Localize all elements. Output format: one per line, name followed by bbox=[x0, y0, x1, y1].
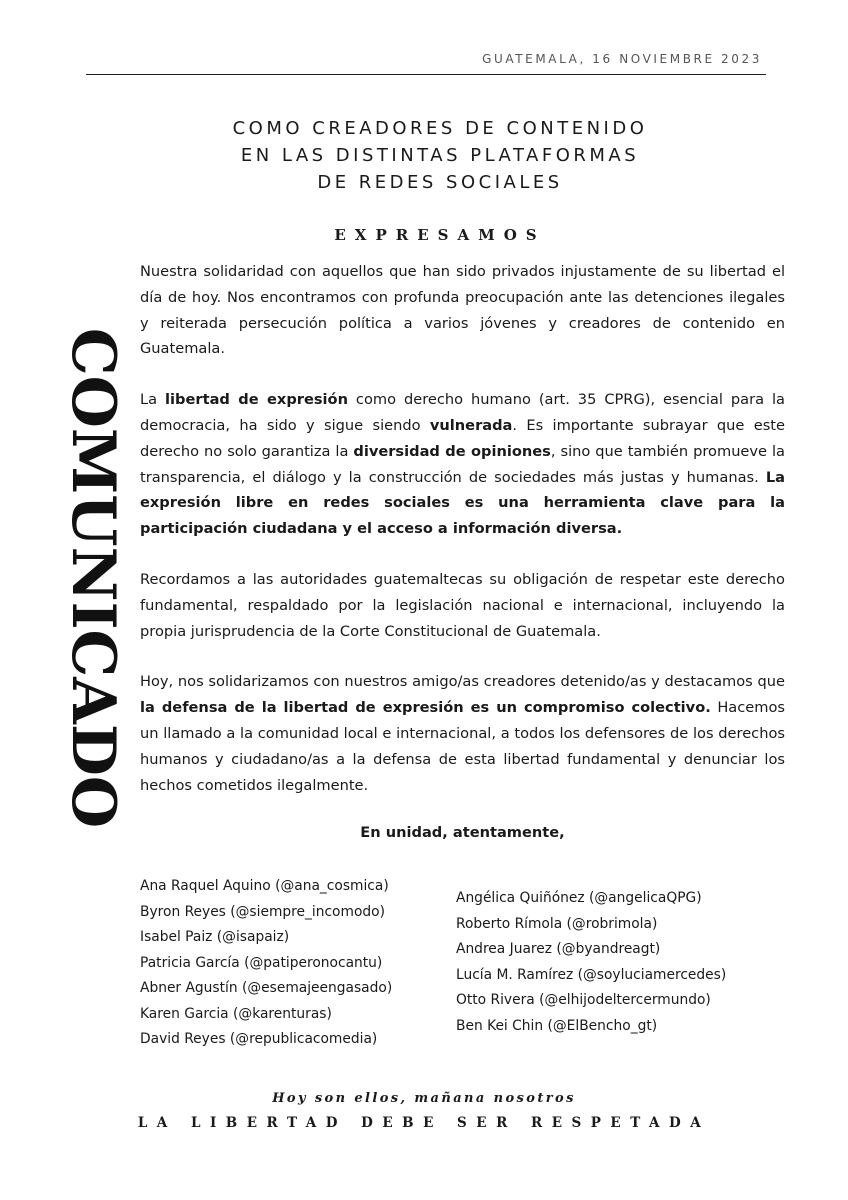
statement-body bbox=[140, 259, 785, 823]
footer-slogan: Hoy son ellos, mañana nosotros bbox=[272, 1091, 576, 1106]
section-heading: EXPRESAMOS bbox=[334, 226, 546, 244]
header-divider bbox=[86, 74, 766, 75]
emphasis-text: La expresión libre en redes sociales es una herramienta clave para la participación ciudadana y el acceso a información diversa. bbox=[140, 468, 785, 538]
signatory: Ana Raquel Aquino (@ana_cosmica) bbox=[140, 878, 389, 894]
headline bbox=[140, 115, 740, 196]
statement-paragraph bbox=[140, 259, 785, 362]
signatory: David Reyes (@republicacomedia) bbox=[140, 1031, 378, 1047]
headline-line: COMO CREADORES DE CONTENIDO bbox=[232, 118, 648, 139]
paragraph-text: Hoy, nos solidarizamos con nuestros amigo/as creadores detenido/as y destacamos que bbox=[140, 673, 785, 691]
document-date: GUATEMALA, 16 NOVIEMBRE 2023 bbox=[482, 52, 762, 66]
signatory: Ben Kei Chin (@ElBencho_gt) bbox=[456, 1017, 658, 1034]
signatory: Roberto Rímola (@robrimola) bbox=[456, 915, 658, 932]
signatory: Karen Garcia (@karenturas) bbox=[140, 1005, 332, 1022]
signatory: Abner Agustín (@esemajeengasado) bbox=[140, 980, 393, 996]
emphasis-text: diversidad de opiniones bbox=[353, 442, 551, 460]
signatory: Andrea Juarez (@byandreagt) bbox=[456, 941, 661, 957]
headline-line: EN LAS DISTINTAS PLATAFORMAS bbox=[240, 145, 640, 166]
signatories-right bbox=[456, 886, 726, 1039]
signatory: Otto Rivera (@elhijodeltercermundo) bbox=[456, 992, 711, 1008]
signatory: Patricia García (@patiperonocantu) bbox=[140, 954, 383, 971]
statement-paragraph bbox=[140, 567, 785, 644]
emphasis-text: vulnerada bbox=[429, 416, 513, 434]
paragraph-text: , sino que también promueve la transparencia, el diálogo y la construcción de sociedades más justas y humanas. bbox=[140, 442, 785, 486]
paragraph-text: como derecho humano (art. 35 CPRG), esencial para la democracia, ha sido y sigue siendo bbox=[140, 391, 785, 434]
paragraph-text: La bbox=[140, 391, 166, 409]
signatory: Angélica Quiñónez (@angelicaQPG) bbox=[456, 890, 702, 906]
signatory: Byron Reyes (@siempre_incomodo) bbox=[140, 903, 385, 920]
paragraph-text: Hacemos un llamado a la comunidad local e internacional, a todos los defensores de los derechos humanos y ciudadano/as a la defensa de esta libertad fundamental y denunciar los hechos cometidos ilegalmente. bbox=[140, 699, 785, 794]
statement-paragraph bbox=[140, 387, 785, 542]
headline-line: DE REDES SOCIALES bbox=[317, 172, 563, 193]
signatory: Lucía M. Ramírez (@soyluciamercedes) bbox=[456, 966, 727, 983]
statement-paragraph bbox=[140, 669, 785, 798]
signatories-left bbox=[140, 874, 392, 1053]
paragraph-text: . Es importante subrayar que este derecho no solo garantiza la bbox=[140, 416, 785, 460]
emphasis-text: libertad de expresión bbox=[165, 391, 348, 409]
closing-line: En unidad, atentamente, bbox=[360, 824, 565, 841]
signatory: Isabel Paiz (@isapaiz) bbox=[140, 929, 290, 945]
vertical-title: COMUNICADO bbox=[58, 327, 128, 829]
paragraph-text: Nuestra solidaridad con aquellos que han sido privados injustamente de su libertad el día de hoy. Nos encontramos con profunda preocupación ante las detenciones ilegales y reiterada persecución política a varios jóvenes y creadores de contenido en Guatemala. bbox=[140, 263, 785, 358]
emphasis-text: la defensa de la libertad de expresión es un compromiso colectivo. bbox=[140, 699, 711, 717]
paragraph-text: Recordamos a las autoridades guatemaltecas su obligación de respetar este derecho fundamental, respaldado por la legislación nacional e internacional, incluyendo la propia jurisprudencia de la Corte Constitucional de Guatemala. bbox=[140, 570, 785, 640]
footer-motto: LA LIBERTAD DEBE SER RESPETADA bbox=[137, 1115, 711, 1131]
